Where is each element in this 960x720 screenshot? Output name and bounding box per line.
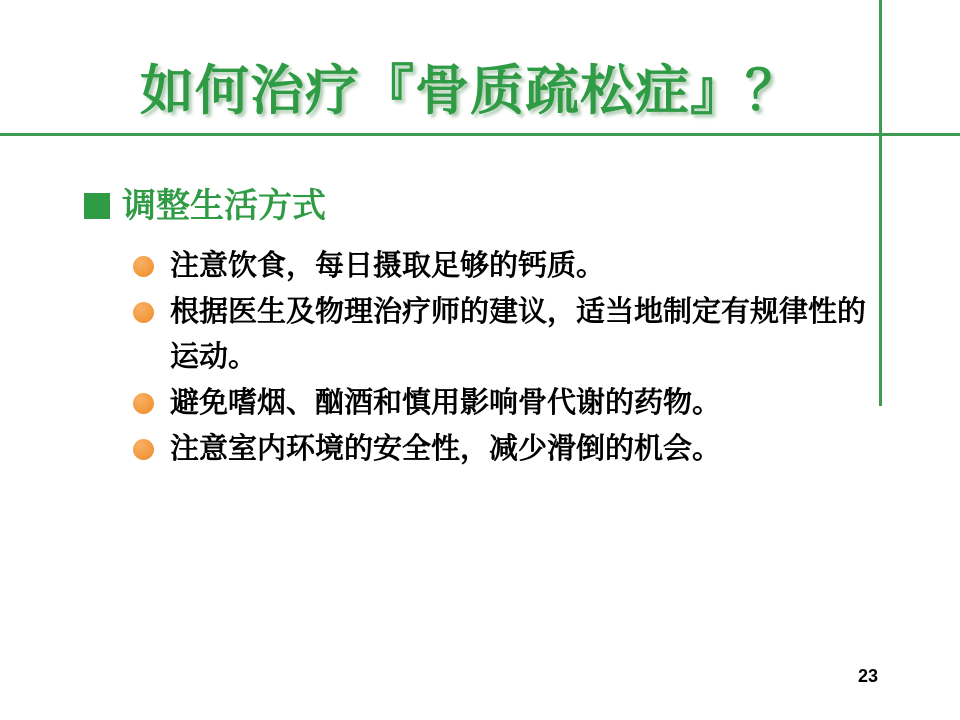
bullet-icon bbox=[133, 256, 154, 277]
bullet-text: 注意饮食，每日摄取足够的钙质。 bbox=[170, 250, 606, 282]
list-item bbox=[120, 381, 882, 426]
bullet-icon bbox=[133, 393, 154, 414]
section-heading bbox=[84, 186, 326, 226]
bullet-icon bbox=[133, 302, 154, 323]
list-item bbox=[120, 290, 882, 380]
square-bullet-icon bbox=[84, 193, 110, 219]
section-heading-label: 调整生活方式 bbox=[122, 187, 326, 225]
title-underline bbox=[0, 133, 960, 136]
bullet-icon bbox=[133, 439, 154, 460]
slide-title: 如何治疗『骨质疏松症』？ bbox=[140, 61, 800, 121]
list-item bbox=[120, 244, 882, 289]
bullet-list bbox=[120, 244, 882, 473]
bullet-text: 注意室内环境的安全性，减少滑倒的机会。 bbox=[170, 433, 722, 465]
bullet-text: 避免嗜烟、酗酒和慎用影响骨代谢的药物。 bbox=[170, 387, 722, 419]
page-number: 23 bbox=[858, 666, 879, 686]
list-item bbox=[120, 427, 882, 472]
bullet-text: 根据医生及物理治疗师的建议，适当地制定有规律性的运动。 bbox=[170, 296, 867, 373]
